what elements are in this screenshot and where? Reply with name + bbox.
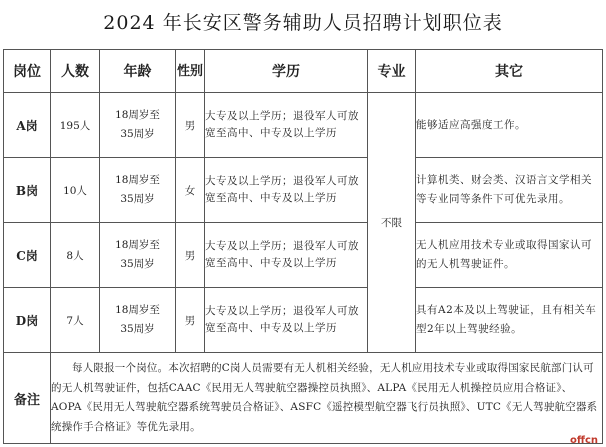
post-cell: C岗 bbox=[4, 223, 51, 288]
job-table bbox=[3, 49, 603, 444]
gender-cell: 男 bbox=[176, 288, 205, 353]
gender-cell: 女 bbox=[176, 158, 205, 223]
age-cell bbox=[100, 93, 176, 158]
count-cell: 10人 bbox=[51, 158, 100, 223]
count-cell: 195人 bbox=[51, 93, 100, 158]
age-end: 35周岁 bbox=[120, 193, 155, 205]
gender-cell: 男 bbox=[176, 223, 205, 288]
other-cell: 能够适应高强度工作。 bbox=[416, 93, 603, 158]
post-cell: A岗 bbox=[4, 93, 51, 158]
page-title: 2024 年长安区警务辅助人员招聘计划职位表 bbox=[103, 12, 503, 34]
gender-cell: 男 bbox=[176, 93, 205, 158]
watermark-logo: offcn bbox=[569, 435, 598, 446]
table-row bbox=[4, 93, 603, 158]
notes-text: 每人限报一个岗位。本次招聘的C岗人员需要有无人机相关经验，无人机应用技术专业或取得国家民航部门认可的无人机驾驶证件，包括CAAC《民用无人驾驶航空器操控员执照》、ALPA《民用无人机操控员应用合格证》、AOPA《民用无人驾驶航空器系统驾驶员合格证》、ASFC《遥控模型航空器飞行员执照》、UTC《无人驾驶航空器系统操作手合格证》等优先录用。 bbox=[51, 353, 603, 444]
notes-label: 备注 bbox=[4, 353, 51, 444]
other-cell: 具有A2本及以上驾驶证，且有相关车型2年以上驾驶经验。 bbox=[416, 288, 603, 353]
age-cell bbox=[100, 223, 176, 288]
header-age: 年龄 bbox=[100, 50, 176, 93]
count-cell: 8人 bbox=[51, 223, 100, 288]
header-count: 人数 bbox=[51, 50, 100, 93]
other-cell: 无人机应用技术专业或取得国家认可的无人机驾驶证件。 bbox=[416, 223, 603, 288]
education-cell: 大专及以上学历；退役军人可放宽至高中、中专及以上学历 bbox=[205, 158, 368, 223]
table-row bbox=[4, 223, 603, 288]
table-row bbox=[4, 158, 603, 223]
post-cell: B岗 bbox=[4, 158, 51, 223]
age-cell bbox=[100, 288, 176, 353]
header-education: 学历 bbox=[205, 50, 368, 93]
age-start: 18周岁至 bbox=[115, 239, 160, 251]
header-post: 岗位 bbox=[4, 50, 51, 93]
other-cell: 计算机类、财会类、汉语言文学相关等专业同等条件下可优先录用。 bbox=[416, 158, 603, 223]
header-major: 专业 bbox=[368, 50, 416, 93]
table-row bbox=[4, 288, 603, 353]
age-end: 35周岁 bbox=[120, 128, 155, 140]
age-cell bbox=[100, 158, 176, 223]
education-cell: 大专及以上学历；退役军人可放宽至高中、中专及以上学历 bbox=[205, 223, 368, 288]
education-cell: 大专及以上学历；退役军人可放宽至高中、中专及以上学历 bbox=[205, 288, 368, 353]
header-other: 其它 bbox=[416, 50, 603, 93]
age-start: 18周岁至 bbox=[115, 174, 160, 186]
age-start: 18周岁至 bbox=[115, 304, 160, 316]
major-cell: 不限 bbox=[368, 93, 416, 353]
post-cell: D岗 bbox=[4, 288, 51, 353]
age-end: 35周岁 bbox=[120, 323, 155, 335]
header-gender: 性别 bbox=[176, 50, 205, 93]
table-header-row bbox=[4, 50, 603, 93]
notes-row bbox=[4, 353, 603, 444]
count-cell: 7人 bbox=[51, 288, 100, 353]
education-cell: 大专及以上学历；退役军人可放宽至高中、中专及以上学历 bbox=[205, 93, 368, 158]
age-end: 35周岁 bbox=[120, 258, 155, 270]
age-start: 18周岁至 bbox=[115, 109, 160, 121]
